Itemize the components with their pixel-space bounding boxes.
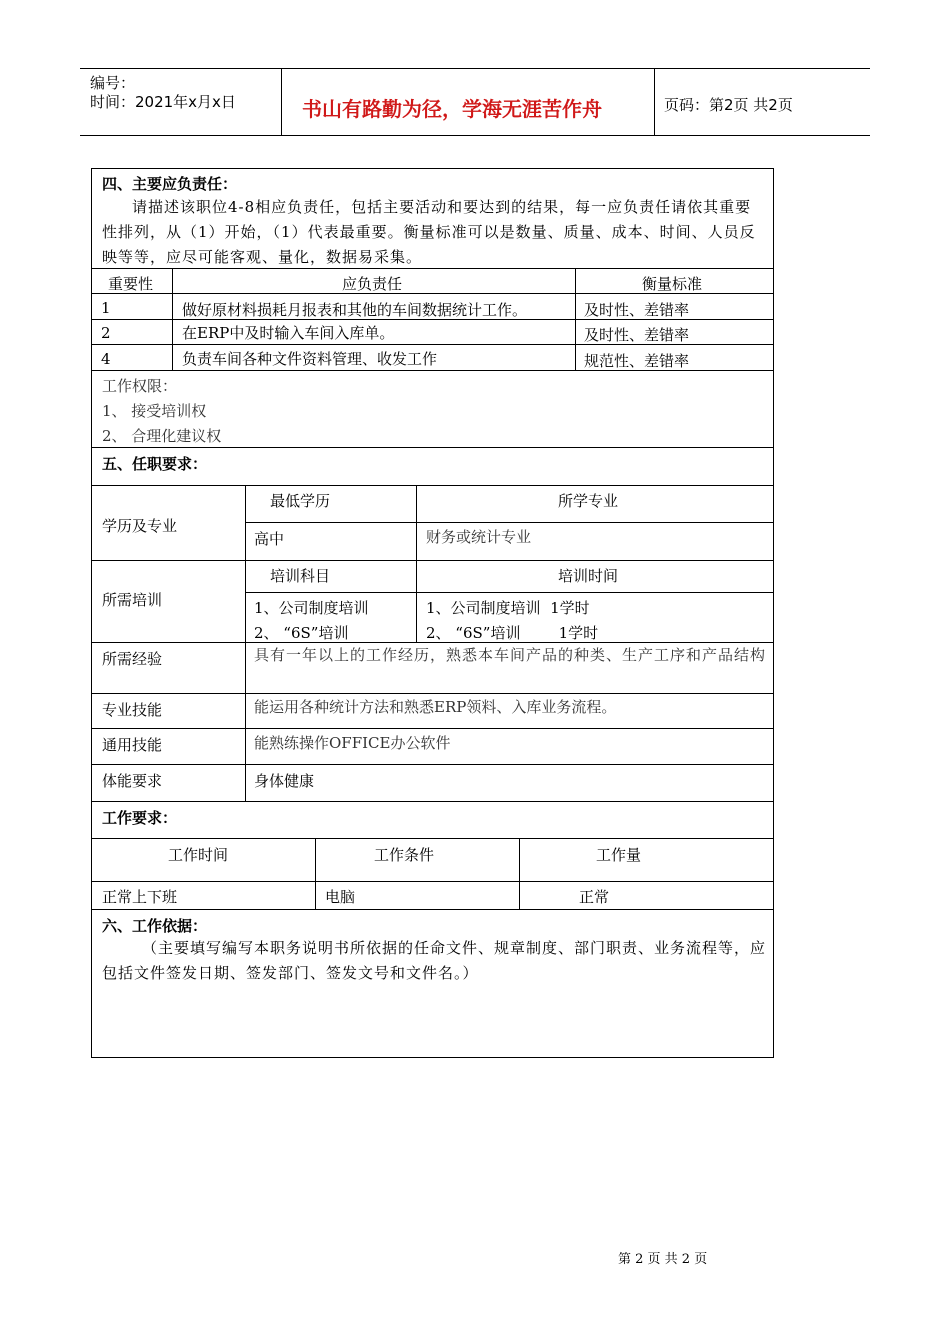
table-row-standard: 及时性、差错率 [584,326,690,344]
edu-min-header: 最低学历 [270,492,331,510]
row-rule [92,447,773,448]
col-header-standard: 衡量标准 [642,275,703,293]
work-amount-value: 正常 [579,888,610,906]
header-divider-right [654,68,655,135]
table-row-importance: 4 [101,350,111,368]
skill-label: 专业技能 [102,701,163,719]
general-skill-value: 能熟练操作OFFICE办公软件 [254,734,451,752]
training-time-header: 培训时间 [558,567,619,585]
training-subject-item: 1、公司制度培训 [254,599,369,617]
row-rule [92,370,773,371]
authority-item: 1、 接受培训权 [102,402,207,420]
table-row-duty: 在ERP中及时输入车间入库单。 [182,324,395,342]
row-rule [92,319,773,320]
training-subject-header: 培训科目 [270,567,331,585]
table-row-duty: 做好原材料损耗月报表和其他的车间数据统计工作。 [182,301,528,319]
experience-label: 所需经验 [102,650,163,668]
section6-body: （主要填写编写本职务说明书所依据的任命文件、规章制度、部门职责、业务流程等，应包括文件签发日期、签发部门、签发文号和文件名。） [102,939,767,982]
table-row-importance: 2 [101,324,111,342]
general-skill-label: 通用技能 [102,736,163,754]
table-row-importance: 1 [101,299,111,317]
training-subject-item: 2、 “6S”培训 [254,624,349,642]
document-date: 时间：2021年x月x日 [90,93,236,111]
col-header-importance: 重要性 [108,275,154,293]
edu-major-header: 所学专业 [558,492,619,510]
edu-label: 学历及专业 [102,517,178,535]
row-rule [245,592,773,593]
physical-label: 体能要求 [102,772,163,790]
section4-title: 四、主要应负责任： [102,175,238,193]
experience-value: 具有一年以上的工作经历，熟悉本车间产品的种类、生产工序和产品结构 [254,646,767,664]
col-rule [519,838,520,909]
row-rule [92,881,773,882]
skill-value: 能运用各种统计方法和熟悉ERP领料、入库业务流程。 [254,698,617,716]
row-rule [92,838,773,839]
work-req-title: 工作要求： [102,809,178,827]
col-header-duty: 应负责任 [342,275,403,293]
edu-min-value: 高中 [254,530,285,548]
document-number-label: 编号： [90,74,136,92]
table-row-standard: 规范性、差错率 [584,352,690,370]
training-label: 所需培训 [102,591,163,609]
row-rule [92,693,773,694]
work-condition-value: 电脑 [325,888,356,906]
col-rule [315,838,316,909]
edu-major-value: 财务或统计专业 [426,528,532,546]
work-amount-header: 工作量 [596,846,642,864]
physical-value: 身体健康 [254,772,315,790]
row-rule [92,560,773,561]
section6-title: 六、工作依据： [102,917,208,935]
header-motto: 书山有路勤为径，学海无涯苦作舟 [302,97,602,121]
row-rule [92,801,773,802]
row-rule [92,909,773,910]
work-condition-header: 工作条件 [374,846,435,864]
work-time-value: 正常上下班 [102,888,178,906]
row-rule [92,344,773,345]
row-rule [92,728,773,729]
row-rule [245,522,773,523]
table-row-duty: 负责车间各种文件资料管理、收发工作 [182,350,438,368]
section5-title: 五、任职要求： [102,455,208,473]
header-page-code: 页码：第2页 共2页 [664,96,793,114]
authority-item: 2、 合理化建议权 [102,427,222,445]
section4-intro: 请描述该职位4-8相应负责任，包括主要活动和要达到的结果，每一应负责任请依其重要性排列，从（1）开始，（1）代表最重要。衡量标准可以是数量、质量、成本、时间、人员反映等等，应尽可能客观、量化，数据易采集。 [102,198,756,266]
row-rule [92,485,773,486]
training-time-item: 1、公司制度培训 1学时 [426,599,590,617]
training-time-item: 2、 “6S”培训 1学时 [426,624,599,642]
col-rule [416,560,417,642]
row-rule [92,293,773,294]
header-top-rule [80,68,870,69]
col-rule [245,485,246,801]
row-rule [92,764,773,765]
row-rule [92,268,773,269]
table-row-standard: 及时性、差错率 [584,301,690,319]
header-bottom-rule [80,135,870,136]
header-divider-left [281,68,282,135]
work-time-header: 工作时间 [168,846,229,864]
job-description-form [91,168,774,1058]
footer-page-number: 第 2 页 共 2 页 [618,1252,708,1267]
authority-title: 工作权限： [102,377,178,395]
